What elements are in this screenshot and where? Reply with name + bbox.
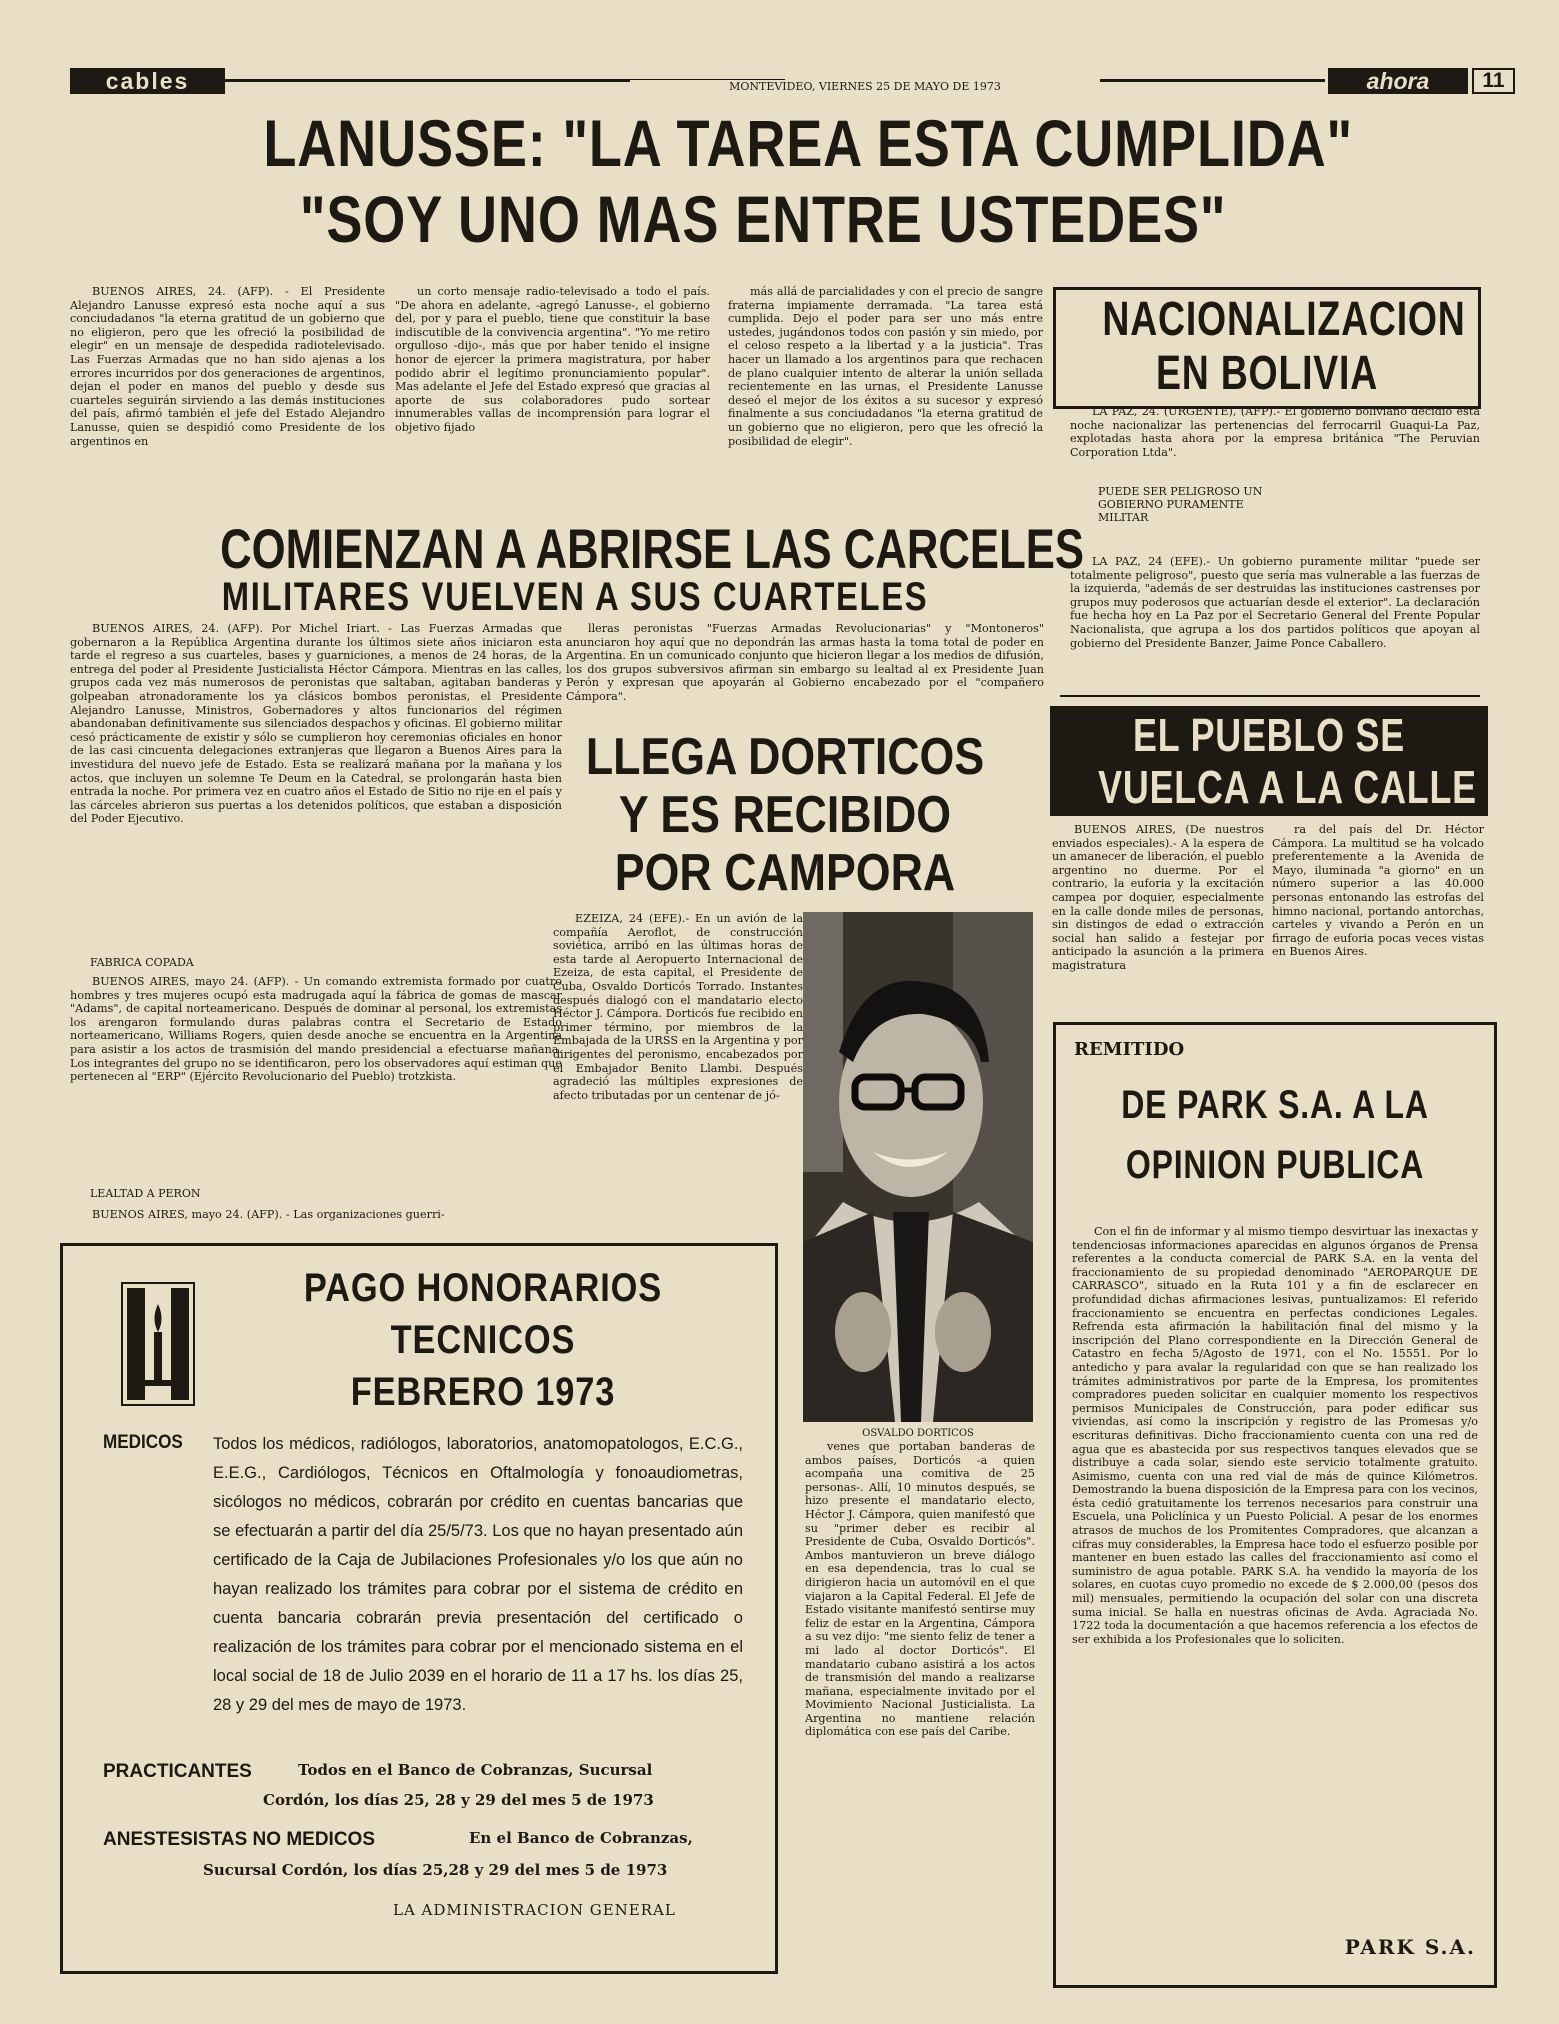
lanusse-headline-2: "SOY UNO MAS ENTRE USTEDES"	[299, 182, 1227, 256]
torch-icon	[123, 1284, 193, 1404]
bolivia-paragraph-2: LA PAZ, 24 (EFE).- Un gobierno puramente militar "puede ser totalmente peligroso", puesto que sería mas vulnerable a las fuerzas de la izquierda, "además de ser destruidas las instituciones castrenses por grupos muy poderosos que actuarían desde el exterior". La declaración fue hecha hoy en La Paz por el Secretario General del Frente Popular Nacionalista, que agrupa a los dos partidos políticos que apoyan al gobierno del Presidente Banzer, Jaime Ponce Caballero.	[1070, 555, 1480, 650]
fabrica-subhead: FABRICA COPADA	[90, 956, 194, 969]
dorticos-headline-3: POR CAMPORA	[614, 844, 956, 902]
bolivia-subhead: PUEDE SER PELIGROSO UN GOBIERNO PURAMENTE MILITAR	[1098, 485, 1263, 524]
anestesistas-text-2: Sucursal Cordón, los días 25,28 y 29 del mes 5 de 1973	[203, 1861, 668, 1879]
portrait-illustration	[803, 912, 1033, 1422]
centro-logo	[121, 1282, 195, 1406]
carceles-headline-2: MILITARES VUELVEN A SUS CUARTELES	[221, 575, 929, 619]
pueblo-paragraph-1: BUENOS AIRES, (De nuestros enviados especiales).- A la espera de un amanecer de liberación, el pueblo argentino no duerme. Por el contrario, la euforia y la excitación campea por doquier, especialmente en la calle donde miles de personas, sin distingos de edad o extracción social han salido a festejar por anticipado la asunción a la primera magistratura	[1052, 823, 1264, 972]
medicos-text: Todos los médicos, radiólogos, laboratorios, anatomopatologos, E.C.G., E.E.G., Cardiólogos, Técnicos en Oftalmología y fonoaudiometras, sicólogos no médicos, cobrarán por crédito en cuentas bancarias que se efectuarán a partir del día 25/5/73. Los que no hayan presentado aún certificado de la Caja de Jubilaciones Profesionales y/o los que aún no hayan realizado los trámites para cobrar por el sistema de crédito en cuenta bancaria cobrarán previa presentación del certificado o realización de los trámites para cobrar por el mencionado sistema en el local social de 18 de Julio 2039 en el horario de 11 a 17 hs. los días 25, 28 y 29 del mes de mayo de 1973.	[213, 1435, 743, 1714]
paper-logo: ahora	[1328, 68, 1468, 94]
practicantes-text-1: Todos en el Banco de Cobranzas, Sucursal	[298, 1761, 653, 1779]
park-box	[1053, 1022, 1497, 1988]
section-label: cables	[70, 68, 225, 94]
carceles-column-2	[566, 622, 1044, 732]
park-headline-2: OPINION PUBLICA	[1125, 1143, 1425, 1187]
photo-caption: OSVALDO DORTICOS	[862, 1428, 974, 1439]
carceles-paragraph-2: lleras peronistas "Fuerzas Armadas Revolucionarias" y "Montoneros" anunciaron hoy aquí que no depondrán las armas hasta la toma total de poder en Argentina. En un comunicado conjunto que hicieron llegar a los medios de difusión, los dos grupos subversivos afirman sin embargo su lealtad al ex Presidente Juan Perón y expresan que apoyarán al Gobierno encabezado por el "compañero Cámpora".	[566, 622, 1044, 703]
bolivia-headline-2: EN BOLIVIA	[1155, 347, 1379, 400]
masthead-dateline: MONTEVIDEO, VIERNES 25 DE MAYO DE 1973	[630, 80, 1100, 93]
lanusse-paragraph-2: un corto mensaje radio-televisado a todo el país. "De ahora en adelante, -agregó Lanusse-, el gobierno del, por y para el pueblo, tiene que constituir la base indiscutible de la convivencia argentina". "Yo me retiro orgulloso -dijo-, más que por haber tenido el insigne honor de ejercer la primera magistratura, por haber podido abrir el legítimo pronunciamiento popular". Mas adelante el Jefe del Estado expresó que gracias al aporte de sus colaboradores pudo sortear innumerables vallas de incomprensión para lograr el objetivo fijado	[395, 285, 710, 434]
park-signature: PARK S.A.	[1344, 1935, 1476, 1959]
medicos-label: MEDICOS	[103, 1432, 183, 1453]
lealtad-subhead: LEALTAD A PERON	[90, 1187, 201, 1200]
lealtad-body	[70, 1208, 562, 1224]
carceles-paragraph-1: BUENOS AIRES, 24. (AFP). Por Michel Iriart. - Las Fuerzas Armadas que gobernaron a la República Argentina durante los últimos siete años iniciaron esta tarde el regreso a sus cuarteles, bases y guarniciones, a menos de 24 horas, de la entrega del poder al Presidente Justicialista Héctor Cámpora. Mientras en las calles, grupos cada vez más numerosos de peronistas que saltaban, agitaban banderas y golpeaban atronadoramente los ya clásicos bombos peronistas, el Presidente Alejandro Lanusse, Ministros, Gobernadores y altos funcionarios del régimen abandonaban definitivamente sus silenciados despachos y oficinas. El gobierno militar cesó prácticamente de existir y sólo se cumplieron hoy ceremonias oficiales en honor de las casi cincuenta delegaciones extranjeras que llegaron a Buenos Aires para la investidura del nuevo jefe de Estado. Esta se realizará mañana por la mañana y los actos, que incluyen un solemne Te Deum en la Catedral, se prolongarán hasta bien entrada la noche. Por primera vez en cuatro años el Estado de Sitio no rije en el país y las cárceles abrieron sus puertas a los detenidos políticos, que estaban a disposición del Poder Ejecutivo.	[70, 622, 562, 826]
dorticos-paragraph: EZEIZA, 24 (EFE).- En un avión de la compañía Aeroflot, de construcción soviética, arribó en las últimas horas de esta tarde al Aeropuerto Internacional de Ezeiza, de esta capital, el Presidente de Cuba, Osvaldo Dorticós Torrado. Instantes después dialogó con el mandatario electo Héctor J. Cámpora. Dorticós fue recibido en primer término, por miembros de la Embajada de la URSS en la Argentina y por dirigentes del peronismo, encabezados por el Embajador Benito Llambi. Después agradeció las múltiples expresiones de afecto tributadas por un centenar de jó-	[553, 912, 803, 1102]
park-headline-1: DE PARK S.A. A LA	[1121, 1083, 1429, 1127]
pueblo-banner	[1050, 706, 1488, 816]
park-body	[1072, 1225, 1478, 1905]
lanusse-headline-1: LANUSSE: "LA TAREA ESTA CUMPLIDA"	[263, 106, 1353, 180]
fabrica-paragraph: BUENOS AIRES, mayo 24. (AFP). - Un comando extremista formado por cuatro hombres y tres mujeres ocupó esta madrugada aquí la fábrica de gomas de mascar "Adams", de capital norteamericano. Después de dominar al personal, los extremistas los arengaron formulando duras palabras contra el Secretario de Estado norteamericano, Williams Rogers, quien desde anoche se encuentra en la Argentina para asistir a los actos de trasmisión del mando presidencial a efectuarse mañana. Los integrantes del grupo no se identificaron, pero los observadores aquí estiman que pertenecen al "ERP" (Ejército Revolucionario del Pueblo) trotzkista.	[70, 975, 562, 1084]
bolivia-body-2	[1070, 555, 1480, 665]
park-paragraph: Con el fin de informar y al mismo tiempo desvirtuar las inexactas y tendenciosas informaciones aparecidas en algunos órganos de Prensa referentes a la conducta comercial de PARK S.A. en la venta del fraccionamiento de su propiedad denominado "AEROPARQUE DE CARRASCO", situado en la Ruta 101 y a fin de esclarecer en profundidad dichas afirmaciones lesivas, puntualizamos: El referido fraccionamiento se encuentra en perfectas condiciones Legales. Refrenda esta afirmación la habilitación final del mismo y la inscripción del Plano correspondiente en la Dirección General de Catastro en fecha 5/Agosto de 1971, con el No. 15551. Por lo antedicho y para avalar la regularidad con que se han realizado los trámites administrativos por parte de la Empresa, los promitentes compradores pueden solicitar en cualquier momento los respectivos permisos Municipales de Construcción, para poder edificar sus viviendas, así como la inscripción y registro de las Promesas y/o escrituras definitivas. Dicho fraccionamiento cuenta con una red de agua que es abastecida por sus respectivos tanques elevados que se distribuye a cada solar, siendo este servicio totalmente gratuito. Asimismo, cuenta con una red vial de más de quince Kilómetros. Demostrando la buena disposición de la Empresa para con los vecinos, ésta cedió gratuitamente los terrenos necesarios para construir una Escuela, una Policlínica y un Puesto Policial. A pesar de los enormes atrasos de muchos de los Promitentes Compradores, que alcanzan a cifras muy considerables, la Empresa hace todo el esfuerzo posible por mantener en buen estado las calles del fraccionamiento así como el suministro de agua potable. PARK S.A. ha vendido la mayoría de los solares, en cuotas cuyo promedio no excede de $ 2.000,00 (pesos dos mil) mensuales, permitiendo la ocupación del solar con una discreta suma inicial. Se halla en nuestras oficinas de Avda. Agraciada No. 1722 toda la documentación a que hacemos referencia a los efectos de ser exhibida a los Profesionales que lo soliciten.	[1072, 1225, 1478, 1646]
pueblo-paragraph-2: ra del país del Dr. Héctor Cámpora. La multitud se ha volcado preferentemente a la Avenida de Mayo, iluminada "a giorno" en un número superior a las 40.000 personas entonando las estrofas del himno nacional, portando antorchas, carteles y vivando a Perón en un firrago de euforia pocas veces vistas en Buenos Aires.	[1272, 823, 1484, 959]
masthead-rule-right	[1100, 79, 1325, 82]
park-label: REMITIDO	[1074, 1039, 1185, 1060]
pueblo-headline-1: EL PUEBLO SE	[1133, 709, 1405, 761]
pago-signature: LA ADMINISTRACION GENERAL	[393, 1901, 676, 1919]
pueblo-column-2	[1272, 823, 1484, 979]
dorticos-body	[553, 912, 803, 1232]
dorticos-cont-paragraph: venes que portaban banderas de ambos países, Dorticós -a quien acompaña una comitiva de 25 personas-. Allí, 10 minutos después, se hizo presente el mandatario electo, Héctor J. Cámpora, quien manifestó que su "primer deber es recibir al Presidente de Cuba, Osvaldo Dorticós". Ambos mantuvieron un breve diálogo en esa dependencia, tras lo cual se dirigieron hacia un automóvil en el que viajaron a la Capital Federal. El Jefe de Estado visitante manifestó sentirse muy feliz de estar en la Argentina, Cámpora a su vez dijo: "me siento feliz de tener a mi lado al doctor Dorticós". El mandatario cubano asistirá a los actos de transmisión del mando a realizarse mañana, especialmente invitado por el Movimiento Nacional Justicialista. La Argentina no mantiene relación diplomática con ese país del Caribe.	[805, 1440, 1035, 1739]
pago-headline-1: PAGO HONORARIOS	[303, 1266, 663, 1310]
lanusse-column-1	[70, 285, 385, 513]
practicantes-text-2: Cordón, los días 25, 28 y 29 del mes 5 de 1973	[263, 1791, 654, 1809]
practicantes-label: PRACTICANTES	[103, 1761, 252, 1782]
lanusse-paragraph-3: más allá de parcialidades y con el precio de sangre fraterna impiamente derramada. "La tarea está cumplida. Dejo el poder para ser uno más entre ustedes, jugándonos todos con pasión y sin miedo, por el celoso respeto a la libertad y a la justicia". Tras hacer un llamado a los argentinos para que rechacen de plano cualquier intento de alterar la unión sellada recientemente en las urnas, el Presidente Lanusse deseó el mejor de los éxitos a su sucesor y expresó finalmente a sus conciudadanos "la eterna gratitud de un gobierno que no eligieron, pero que les ofreció la posibilidad de elegir".	[728, 285, 1043, 448]
pueblo-column-1	[1052, 823, 1264, 979]
dorticos-headline-1: LLEGA DORTICOS	[585, 728, 985, 786]
dorticos-photo	[803, 912, 1033, 1422]
lealtad-paragraph: BUENOS AIRES, mayo 24. (AFP). - Las organizaciones guerri-	[92, 1208, 445, 1221]
carceles-headline-1: COMIENZAN A ABRIRSE LAS CARCELES	[220, 517, 1085, 580]
lanusse-column-3	[728, 285, 1043, 513]
pago-headline-3: FEBRERO 1973	[350, 1370, 616, 1414]
masthead	[70, 68, 1515, 94]
fabrica-body	[70, 975, 562, 1175]
pueblo-headline-2: VUELCA A LA CALLE	[1098, 761, 1477, 813]
bolivia-rule	[1060, 695, 1480, 697]
anestesistas-label: ANESTESISTAS NO MEDICOS	[103, 1829, 376, 1850]
bolivia-box	[1053, 287, 1481, 409]
carceles-column-1	[70, 622, 562, 952]
bolivia-paragraph-1: LA PAZ, 24. (URGENTE), (AFP).- El gobierno boliviano decidió esta noche nacionalizar las pertenencias del ferrocarril Guaqui-La Paz, explotadas hasta ahora por la empresa británica "The Peruvian Corporation Ltda".	[1070, 405, 1480, 459]
anestesistas-text-1: En el Banco de Cobranzas,	[469, 1829, 693, 1847]
dorticos-headline-2: Y ES RECIBIDO	[618, 786, 952, 844]
lanusse-column-2	[395, 285, 710, 513]
bolivia-headline-1: NACIONALIZACION	[1102, 293, 1466, 346]
dorticos-continuation	[805, 1440, 1035, 1970]
lanusse-paragraph-1: BUENOS AIRES, 24. (AFP). - El Presidente Alejandro Lanusse expresó esta noche aquí a sus conciudadanos "la eterna gratitud de un gobierno que no eligieron, pero que les ofreció la posibilidad de elegir" en un mensaje de despedida radiotelevisado. Las Fuerzas Armadas que no han sido ajenas a los errores incurridos por dos generaciones de argentinos, dejan el poder en manos del pueblo y desde sus cuarteles seguirán sirviendo a las demás instituciones del país, afirmó también el jefe del Estado Alejandro Lanusse, quien se despidió como Presidente de los argentinos en	[70, 285, 385, 448]
pago-box	[60, 1243, 778, 1974]
bolivia-body-1	[1070, 405, 1480, 467]
page-number: 11	[1472, 68, 1515, 94]
pago-headline-2: TECNICOS	[390, 1318, 576, 1362]
